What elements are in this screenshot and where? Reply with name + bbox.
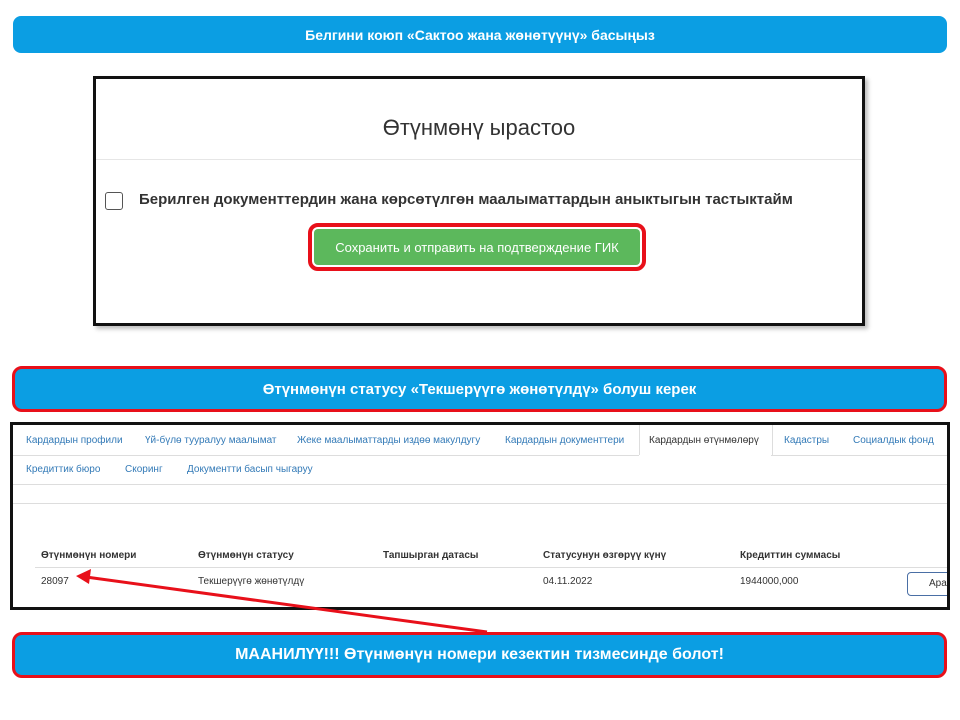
tab-client-profile[interactable]: Кардардын профили — [26, 435, 123, 446]
tab-cadastre[interactable]: Кадастры — [784, 435, 830, 446]
column-header-status: Өтүнмөнүн статусу — [198, 550, 294, 561]
tab-credit-bureau[interactable]: Кредиттик бюро — [26, 464, 101, 475]
row-action-button[interactable]: Ара — [907, 572, 950, 596]
column-header-number: Өтүнмөнүн номери — [41, 550, 137, 561]
instruction-banner-step1: Белгини коюп «Сактоо жана жөнөтүүнү» басыңыз — [13, 16, 947, 53]
tab-client-documents[interactable]: Кардардын документтери — [505, 435, 625, 446]
dialog-title: Өтүнмөнү ырастоо — [382, 115, 576, 140]
status-date-cell: 04.11.2022 — [543, 576, 593, 587]
save-and-send-button[interactable]: Сохранить и отправить на подтверждение ГИК — [314, 229, 640, 265]
column-header-submitted: Тапшырган датасы — [383, 550, 479, 561]
application-number-cell: 28097 — [41, 576, 69, 587]
instruction-banner-step2: Өтүнмөнүн статусу «Текшерүүгө жөнөтүлдү» болуш керек — [12, 366, 947, 412]
tab-social-fund[interactable]: Социалдык фонд — [853, 435, 934, 446]
tab-client-applications[interactable]: Кардардын өтүнмөлөрү — [649, 435, 759, 446]
tab-personal-data-consent[interactable]: Жеке маалыматтарды издөө макулдугу — [297, 435, 481, 446]
tab-family-info[interactable]: Үй-бүлө тууралуу маалымат — [145, 435, 277, 446]
confirm-checkbox-label: Берилген документтердин жана көрсөтүлгөн маалыматтардын аныктыгын тастыктайм — [139, 191, 793, 208]
important-note-banner: МААНИЛҮҮ!!! Өтүнмөнүн номери кезектин тизмесинде болот! — [12, 632, 947, 678]
column-header-amount: Кредиттин суммасы — [740, 550, 841, 561]
credit-amount-cell: 1944000,000 — [740, 576, 799, 587]
tab-scoring[interactable]: Скоринг — [125, 464, 163, 475]
arrow-line — [86, 577, 487, 632]
column-header-status-date: Статусунун өзгөрүү күнү — [543, 550, 667, 561]
application-status-cell: Текшерүүгө жөнөтүлдү — [198, 576, 305, 587]
tab-print-document[interactable]: Документти басып чыгаруу — [187, 464, 313, 475]
arrow-head — [76, 569, 91, 584]
